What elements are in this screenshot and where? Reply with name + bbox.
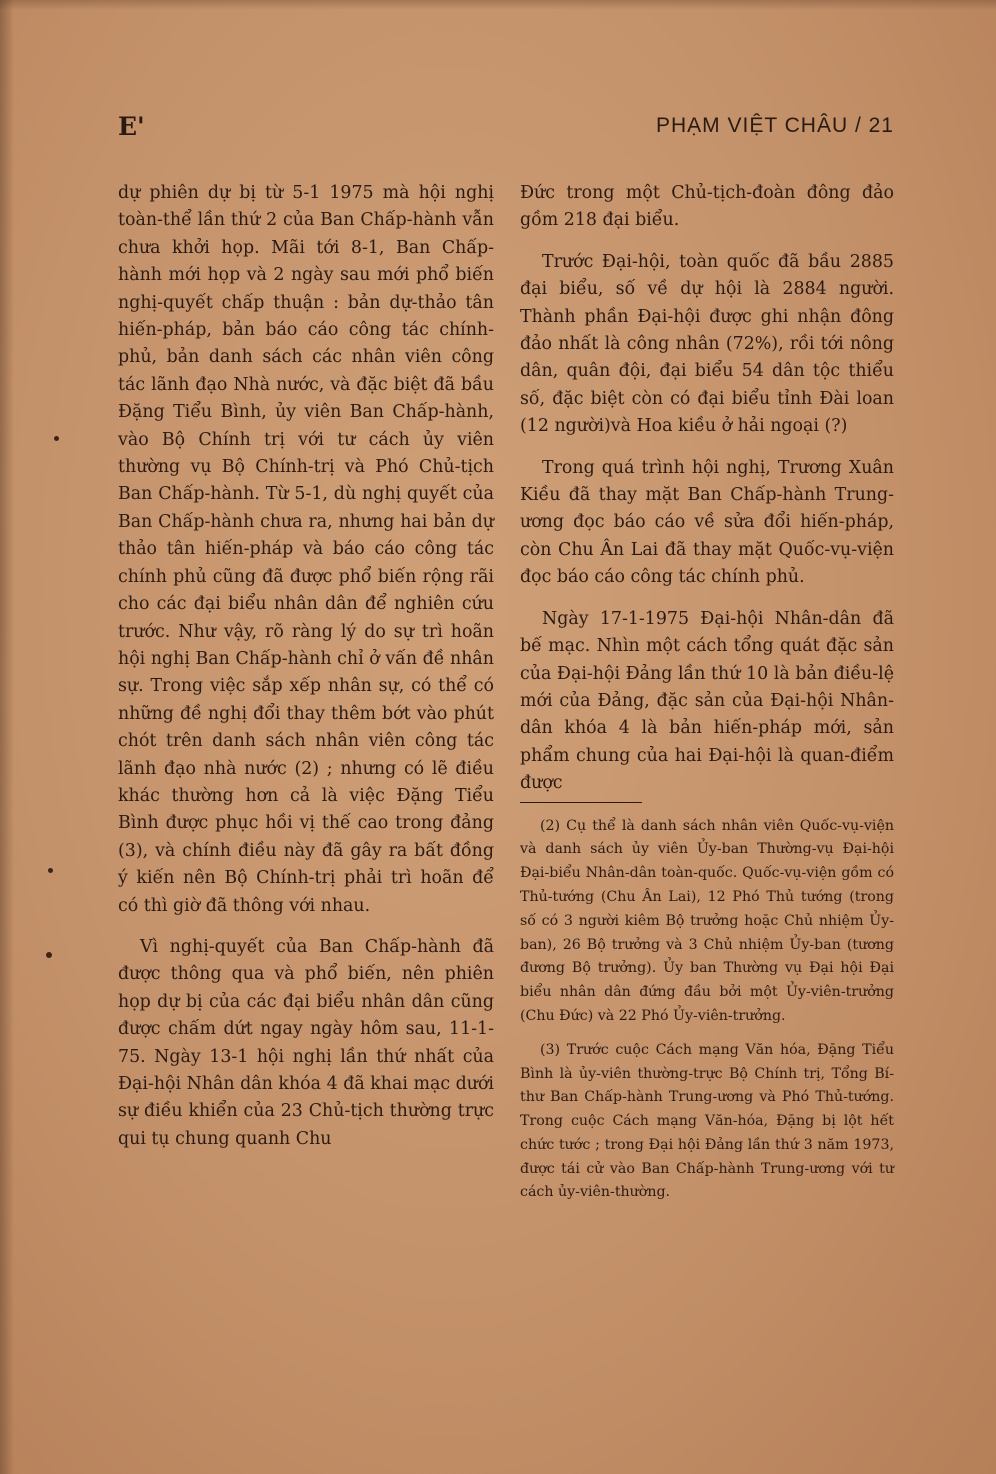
footnote: (3) Trước cuộc Cách mạng Văn hóa, Đặng Tiểu Bình là ủy-viên thường-trực Bộ Chính trị, Tổng Bí-thư Ban Chấp-hành Trung-ương và Phó Thủ-tướng. Trong cuộc Cách mạng Văn-hóa, Đặng bị lột hết chức tước ; trong Đại hội Đảng lần thứ 3 năm 1973, được tái cử vào Ban Chấp-hành Trung-ương với tư cách ủy-viên-thường.: [520, 1041, 894, 1201]
paragraph: Ngày 17-1-1975 Đại-hội Nhân-dân đã bế mạc. Nhìn một cách tổng quát đặc sản của Đại-hội Đảng lần thứ 10 là bản điều-lệ mới của Đảng, đặc sản của Đại-hội Nhân-dân khóa 4 là bản hiến-pháp mới, sản phẩm chung của hai Đại-hội là quan-điểm được: [520, 608, 894, 794]
paragraph: Trong quá trình hội nghị, Trương Xuân Kiều đã thay mặt Ban Chấp-hành Trung-ương đọc báo cáo về sửa đổi hiến-pháp, còn Chu Ân Lai đã thay mặt Quốc-vụ-viện đọc báo cáo công tác chính phủ.: [520, 457, 894, 588]
paragraph: Trước Đại-hội, toàn quốc đã bầu 2885 đại biểu, số về dự hội là 2884 người. Thành phần Đại-hội được ghi nhận đông đảo nhất là công nhân (72%), rồi tới nông dân, quân đội, đại biểu 54 dân tộc thiểu số, đặc biệt còn có đại biểu tỉnh Đài loan (12 người)và Hoa kiều ở hải ngoại (?): [520, 251, 894, 437]
paper-speck: [46, 952, 52, 958]
paragraph: Đức trong một Chủ-tịch-đoàn đông đảo gồm 218 đại biểu.: [520, 183, 894, 231]
right-column: [520, 180, 894, 1205]
paragraph: Vì nghị-quyết của Ban Chấp-hành đã được thông qua và phổ biến, nên phiên họp dự bị của các đại biểu nhân dân cũng được chấm dứt ngay ngày hôm sau, 11-1-75. Ngày 13-1 hội nghị lần thứ nhất của Đại-hội Nhân dân khóa 4 đã khai mạc dưới sự điều khiển của 23 Chủ-tịch thường trực qui tụ chung quanh Chu: [118, 936, 494, 1149]
paper-speck: [54, 436, 59, 441]
left-column: [118, 180, 494, 1153]
signature-mark: E': [118, 112, 145, 141]
page-edge-shadow: [0, 0, 14, 1474]
paper-speck: [48, 868, 53, 873]
running-head: PHẠM VIỆT CHÂU / 21: [655, 114, 894, 137]
footnote: (2) Cụ thể là danh sách nhân viên Quốc-vụ-viện và danh sách ủy viên Ủy-ban Thường-vụ Đại-hội Đại-biểu Nhân-dân toàn-quốc. Quốc-vụ-viện gồm có Thủ-tướng (Chu Ân Lai), 12 Phó Thủ tướng (trong số có 3 người kiêm Bộ trưởng hoặc Chủ nhiệm Ủy-ban), 26 Bộ trưởng và 3 Chủ nhiệm Ủy-ban (tương đương Bộ trưởng). Ủy ban Thường vụ Đại hội Đại biểu nhân dân đứng đầu bởi một Ủy-viên-trưởng (Chu Đức) và 22 Phó Ủy-viên-trưởng.: [520, 817, 894, 1024]
paragraph: dự phiên dự bị từ 5-1 1975 mà hội nghị toàn-thể lần thứ 2 của Ban Chấp-hành vẫn chưa khởi họp. Mãi tới 8-1, Ban Chấp-hành mới họp và 2 ngày sau mới phổ biến nghị-quyết chấp thuận : bản dự-thảo tân hiến-pháp, bản báo cáo công tác chính-phủ, bản danh sách các nhân viên công tác lãnh đạo Nhà nước, và đặc biệt đã bầu Đặng Tiểu Bình, ủy viên Ban Chấp-hành, vào Bộ Chính trị với tư cách ủy viên thường vụ Bộ Chính-trị và Phó Chủ-tịch Ban Chấp-hành. Từ 5-1, dù nghị quyết của Ban Chấp-hành chưa ra, nhưng hai bản dự thảo tân hiến-pháp và báo cáo công tác chính phủ cũng đã được phổ biến rộng rãi cho các đại biểu nhân dân để nghiên cứu trước. Như vậy, rõ ràng lý do sự trì hoãn hội nghị Ban Chấp-hành chỉ ở vấn đề nhân sự. Trong việc sắp xếp nhân sự, có thể có những đề nghị đổi thay thêm bớt vào phút chót trên danh sách nhân viên công tác lãnh đạo nhà nước (2) ; nhưng có lẽ điều khác thường hơn cả là việc Đặng Tiểu Bình được phục hồi vị thế cao trong đảng (3), và chính điều này đã gây ra bất đồng ý kiến nên Bộ Chính-trị phải trì hoãn để có thì giờ đã thông với nhau.: [118, 183, 494, 916]
footnote-rule: [520, 802, 642, 803]
page-top-shadow: [0, 0, 996, 10]
